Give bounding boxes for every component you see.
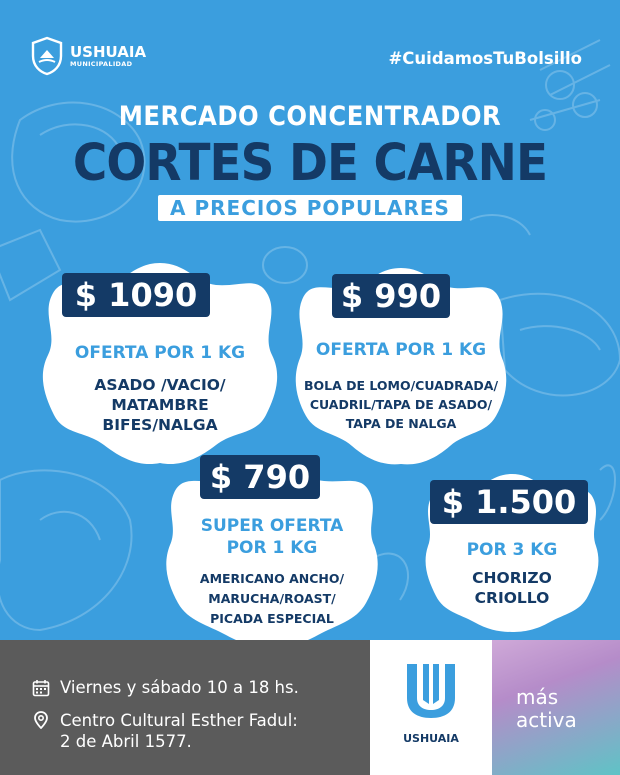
tagline-block bbox=[492, 640, 620, 775]
offer-items-1 bbox=[36, 375, 284, 435]
calendar-icon bbox=[32, 679, 50, 697]
logo-subtitle: MUNICIPALIDAD bbox=[70, 59, 133, 68]
tagline-line-2: activa bbox=[516, 708, 577, 732]
offer-label-1: OFERTA POR 1 KG bbox=[74, 343, 246, 363]
offer-card-2 bbox=[288, 260, 514, 470]
offer-item: MARUCHA/ROAST/ bbox=[208, 591, 336, 606]
offer-label-3 bbox=[162, 515, 382, 559]
offer-items-2 bbox=[288, 376, 514, 433]
offer-items-3 bbox=[162, 569, 382, 629]
offer-price-1: $ 1090 bbox=[62, 273, 210, 317]
ushuaia-u-logo-icon bbox=[401, 660, 461, 720]
offer-card-3 bbox=[162, 455, 382, 640]
municipality-logo bbox=[30, 36, 146, 76]
offer-items-4 bbox=[420, 568, 604, 608]
offer-price-4: $ 1.500 bbox=[430, 480, 588, 524]
offer-price-3: $ 790 bbox=[200, 455, 320, 499]
offer-item: CUADRIL/TAPA DE ASADO/ bbox=[309, 397, 493, 412]
logo-name: USHUAIA bbox=[70, 42, 147, 61]
title-market: MERCADO CONCENTRADOR bbox=[118, 101, 502, 132]
location-pin-icon bbox=[32, 711, 50, 729]
offer-item: BIFES/NALGA bbox=[102, 416, 218, 434]
offer-item: MATAMBRE bbox=[111, 396, 209, 414]
offer-item: ASADO /VACIO/ bbox=[94, 376, 226, 394]
schedule-row bbox=[32, 678, 299, 697]
schedule-text: Viernes y sábado 10 a 18 hs. bbox=[60, 678, 299, 697]
location-row bbox=[32, 710, 298, 752]
location-line-1: Centro Cultural Esther Fadul: bbox=[60, 711, 298, 730]
offer-card-4 bbox=[420, 468, 604, 633]
shield-crest-icon bbox=[30, 36, 64, 76]
ushuaia-brand-block bbox=[370, 640, 492, 775]
offer-label-line: POR 1 KG bbox=[226, 538, 318, 558]
offer-item: TAPA DE NALGA bbox=[345, 416, 457, 431]
brand-label: USHUAIA bbox=[403, 732, 459, 745]
title-main: CORTES DE CARNE bbox=[72, 134, 548, 193]
offer-item: AMERICANO ANCHO/ bbox=[199, 571, 345, 586]
location-line-2: 2 de Abril 1577. bbox=[60, 732, 192, 751]
offer-label-4: POR 3 KG bbox=[466, 540, 558, 560]
offer-item: PICADA ESPECIAL bbox=[210, 611, 334, 626]
offer-item: BOLA DE LOMO/CUADRADA/ bbox=[303, 378, 499, 393]
offer-card-1 bbox=[36, 255, 284, 470]
offer-label-2: OFERTA POR 1 KG bbox=[315, 340, 487, 360]
offer-label-line: SUPER OFERTA bbox=[200, 516, 344, 536]
event-info-footer bbox=[0, 640, 370, 775]
offer-item: CHORIZO bbox=[472, 569, 552, 587]
title-popular-prices: A PRECIOS POPULARES bbox=[158, 195, 462, 221]
offer-price-2: $ 990 bbox=[332, 274, 450, 318]
offer-item: CRIOLLO bbox=[474, 589, 550, 607]
hashtag: #CuidamosTuBolsillo bbox=[388, 49, 582, 68]
tagline-line-1: más bbox=[516, 685, 559, 709]
